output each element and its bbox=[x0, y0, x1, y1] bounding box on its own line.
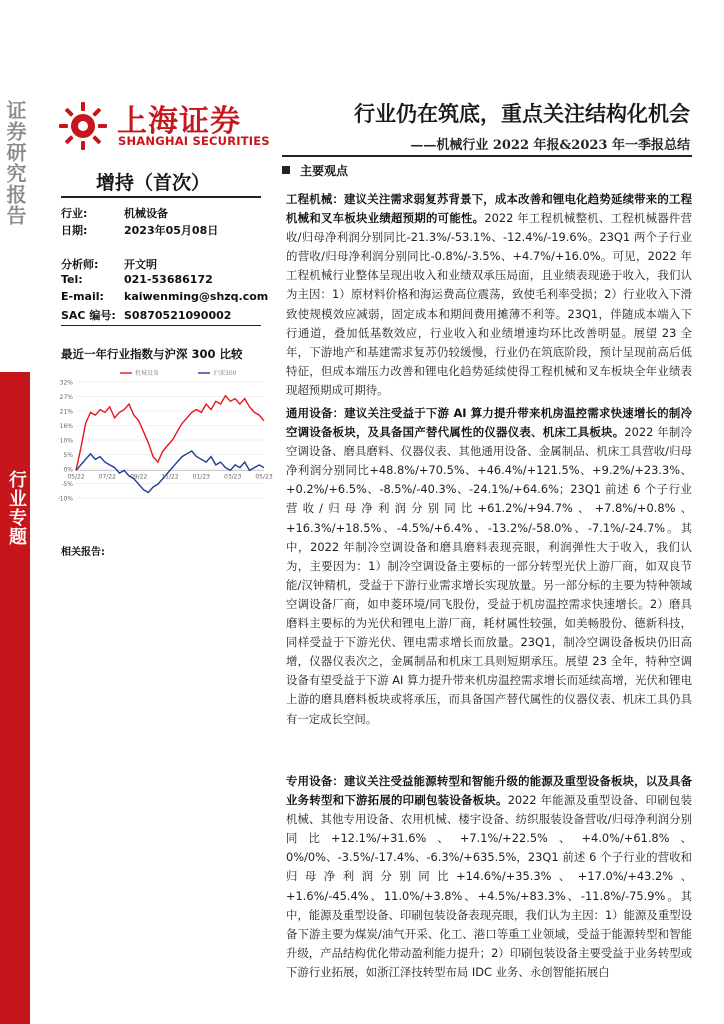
index-comparison-chart bbox=[50, 364, 273, 514]
y-tick-label: 5% bbox=[63, 452, 73, 459]
paragraph-1-lead: 工程机械：建议关注需求弱复苏背景下，成本改善和锂电化趋势延续带来的工程机械和叉车板块业绩超预期的可能性。 bbox=[286, 192, 692, 226]
y-tick-label: 32% bbox=[59, 379, 73, 387]
industry-value: 机械设备 bbox=[124, 207, 168, 220]
report-subtitle: ——机械行业 2022 年报&2023 年一季报总结 bbox=[410, 138, 690, 153]
email-label: E-mail: bbox=[61, 290, 104, 303]
report-title: 行业仍在筑底，重点关注结构化机会 bbox=[354, 101, 690, 126]
company-logo bbox=[57, 96, 270, 158]
info-sac bbox=[61, 307, 231, 323]
y-tick-label: -5% bbox=[61, 481, 73, 488]
side-label-research-report: 证券研究报告 bbox=[3, 100, 27, 226]
paragraph-3-body: 2022 年能源及重型设备、印刷包装机械、其他专用设备、农用机械、楼宇设备、纺织服装设备营收/归母净利润分别同比+12.1%/+31.6%、+7.1%/+22.5%、+4.0%/+61.8%、0%/0%、-3.5%/-17.4%、-6.3%/+635.5%，23Q1 前述 6 个子行业的营收和归母净利润分别同比+14.6%/+35.3%、+17.0%/+43.2%、+1.6%/-45.4%、11.0%/+3.8%、+4.5%/+83.3%、-11.8%/-75.9%。其中，能源及重型设备、印刷包装设备表现亮眼，我们认为主因：1）能源及重型设备下游主要为煤炭/油气开采、化工、港口等重工业领域，受益于能源转型和智能升级，产品结构优化带动盈利能力提升；2）印刷包装设备主要受益于业务转型或下游行业拓展，如浙江泽技转型布局 IDC 业务、永创智能拓展白 bbox=[286, 793, 692, 979]
info-email bbox=[61, 290, 268, 303]
main-points-heading-text: 主要观点 bbox=[300, 164, 349, 178]
paragraph-special-equipment bbox=[286, 772, 692, 982]
industry-label: 行业: bbox=[61, 207, 88, 220]
logo-name-cn: 上海证券 bbox=[117, 104, 241, 139]
info-analyst bbox=[61, 256, 157, 272]
info-divider bbox=[61, 325, 261, 326]
x-tick-label: 11/22 bbox=[161, 473, 179, 481]
y-tick-label: 16% bbox=[59, 423, 73, 430]
sun-logo-icon bbox=[57, 100, 109, 152]
x-tick-label: 09/22 bbox=[130, 473, 148, 481]
analyst-label: 分析师: bbox=[61, 258, 99, 271]
y-tick-label: 21% bbox=[59, 408, 73, 416]
paragraph-construction-machinery bbox=[286, 190, 692, 400]
tel-label: Tel: bbox=[61, 273, 83, 286]
related-reports-label: 相关报告: bbox=[61, 547, 105, 558]
paragraph-2-lead: 通用设备：建议关注受益于下游 AI 算力提升带来机房温控需求快速增长的制冷空调设备板块，及具备国产替代属性的仪器仪表、机床工具板块。 bbox=[286, 406, 692, 440]
y-tick-label: 10% bbox=[59, 437, 73, 445]
series-line bbox=[76, 396, 264, 471]
side-bar bbox=[0, 0, 30, 1024]
y-tick-label: 0% bbox=[63, 466, 73, 474]
sac-label: SAC 编号: bbox=[61, 309, 116, 322]
email-value[interactable]: kaiwenming@shzq.com bbox=[124, 290, 269, 303]
info-industry bbox=[61, 205, 168, 221]
info-tel bbox=[61, 273, 213, 286]
paragraph-general-equipment bbox=[286, 404, 692, 729]
analyst-value: 开文明 bbox=[124, 258, 157, 271]
x-tick-label: 05/23 bbox=[255, 473, 273, 481]
x-tick-label: 03/23 bbox=[224, 473, 242, 481]
y-tick-label: -10% bbox=[57, 495, 73, 503]
x-tick-label: 07/22 bbox=[98, 473, 116, 481]
series-line bbox=[76, 451, 264, 493]
tel-value: 021-53686172 bbox=[124, 273, 213, 286]
square-bullet-icon bbox=[282, 166, 290, 174]
chart-title: 最近一年行业指数与沪深 300 比较 bbox=[61, 347, 243, 361]
rating-label: 增持（首次） bbox=[96, 172, 211, 194]
x-tick-label: 05/22 bbox=[67, 473, 85, 481]
side-label-industry-topic: 行业专题 bbox=[6, 470, 27, 546]
date-value: 2023年05月08日 bbox=[124, 224, 219, 237]
y-tick-label: 27% bbox=[59, 394, 73, 401]
header-divider bbox=[282, 155, 692, 157]
legend-label: 沪深300 bbox=[213, 370, 237, 377]
info-date bbox=[61, 222, 218, 238]
logo-name-en: SHANGHAI SECURITIES bbox=[118, 134, 270, 148]
paragraph-2-body: 2022 年制冷空调设备、磨具磨料、仪器仪表、其他通用设备、金属制品、机床工具营收/归母净利润分别同比+48.8%/+70.5%、+46.4%/+121.5%、+9.2%/+23.3%、+0.2%/+6.5%、-8.5%/-40.3%、-24.1%/+64.6%；23Q1 前述 6 个子行业营收/归母净利润分别同比+61.2%/+94.7%、+7.8%/+0.8%、+16.3%/+18.5%、-4.5%/+6.4%、-13.2%/-58.0%、-7.1%/-24.7%。其中，2022 年制冷空调设备和磨具磨料表现亮眼，利润弹性大于收入，我们认为，主要因为：1）制冷空调设备主要标的一部分转型光伏上游厂商，如双良节能/汉钟精机，受益于下游行业需求增长实现放量。另一部分标的主要为特种领域空调设备厂商，如申菱环境/同飞股份，受益于机房温控需求快速增长。2）磨具磨料主要标的为光伏和锂电上游厂商，耗材属性较强，如美畅股份、德新科技，同样受益于下游光伏、锂电需求增长而放量。23Q1，制冷空调设备板块仍旧高增，仪器仪表次之，金属制品和机床工具则短期承压。展望 23 全年，特种空调设备有望受益于下游 AI 算力提升带来机房温控需求增长而延续高增，光伏和锂电上游的磨具磨料板块或将承压，而具备国产替代属性的仪器仪表、机床工具仍具有一定成长空间。 bbox=[286, 425, 692, 726]
main-points-heading bbox=[282, 162, 348, 179]
x-tick-label: 01/23 bbox=[192, 473, 210, 481]
paragraph-1-body: 2022 年工程机械整机、工程机械器件营收/归母净利润分别同比-21.3%/-53.1%、-12.4%/-19.6%。23Q1 两个子行业的营收/归母净利润分别同比-0.8%/-3.5%、+4.7%/+16.0%。可见，2022 年工程机械行业整体呈现出收入和业绩双承压局面，且业绩表现逊于收入，我们认为主因：1）原材料价格和海运费高位震荡，致使毛利率受损；2）行业收入下滑致使规模效应减弱，固定成本和期间费用摊薄不利等。23Q1，伴随成本端入下行通道，叠加低基数效应，行业收入和业绩增速均环比改善明显。展望 23 全年，下游地产和基建需求复苏仍较缓慢，行业仍在筑底阶段，预计呈现前高后低特征，但成本端压力改善和锂电化趋势延续使得工程机械和叉车板块全年业绩表现超预期成可期待。 bbox=[286, 211, 692, 397]
paragraph-3-lead: 专用设备：建议关注受益能源转型和智能升级的能源及重型设备板块，以及具备业务转型和下游拓展的印刷包装设备板块。 bbox=[286, 774, 692, 808]
legend-label: 机械设备 bbox=[135, 370, 160, 377]
date-label: 日期: bbox=[61, 224, 88, 237]
sac-value: S0870521090002 bbox=[124, 309, 232, 322]
rating-divider bbox=[61, 196, 261, 198]
